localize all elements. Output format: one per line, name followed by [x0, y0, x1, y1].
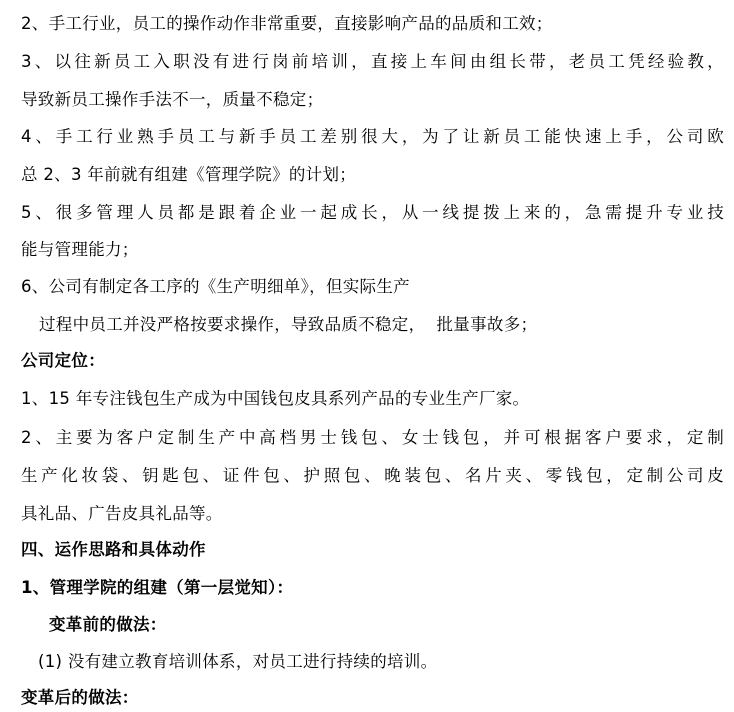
subheading-management-academy: 1、管理学院的组建（第一层觉知）：: [21, 578, 294, 597]
paragraph-line-3b: 导致新员工操作手法不一，质量不稳定；: [21, 90, 324, 109]
paragraph-line-5a: 5、很多管理人员都是跟着企业一起成长，从一线提拨上来的，急需提升专业技: [21, 203, 724, 222]
subheading-after-change: 变革后的做法：: [21, 688, 139, 707]
paragraph-line-6a: 6、公司有制定各工序的《生产明细单》，但实际生产: [21, 277, 410, 296]
paragraph-line-4b: 总 2、3 年前就有组建《管理学院》的计划；: [21, 165, 357, 184]
paragraph-line-6b: 过程中员工并没严格按要求操作，导致品质不稳定， 批量事故多；: [39, 315, 538, 334]
paragraph-line-2: 2、手工行业，员工的操作动作非常重要，直接影响产品的品质和工效；: [21, 14, 553, 33]
paragraph-line-3a: 3、以往新员工入职没有进行岗前培训，直接上车间由组长带，老员工凭经验教，: [21, 52, 724, 71]
section-heading-operations: 四、运作思路和具体动作: [21, 540, 206, 559]
positioning-line-2a: 2、主要为客户定制生产中高档男士钱包、女士钱包，并可根据客户要求，定制: [21, 428, 724, 447]
positioning-line-2c: 具礼品、广告皮具礼品等。: [21, 504, 223, 523]
positioning-line-2b: 生产化妆袋、钥匙包、证件包、护照包、晚装包、名片夹、零钱包，定制公司皮: [21, 466, 724, 485]
paragraph-line-5b: 能与管理能力；: [21, 240, 139, 259]
section-heading-company-positioning: 公司定位：: [21, 351, 105, 370]
subheading-before-change: 变革前的做法：: [49, 615, 167, 634]
paragraph-line-4a: 4、手工行业熟手员工与新手员工差别很大，为了让新员工能快速上手，公司欧: [21, 127, 724, 146]
before-change-item-1: (1) 没有建立教育培训体系，对员工进行持续的培训。: [38, 652, 438, 671]
positioning-line-1: 1、15 年专注钱包生产成为中国钱包皮具系列产品的专业生产厂家。: [21, 389, 530, 408]
